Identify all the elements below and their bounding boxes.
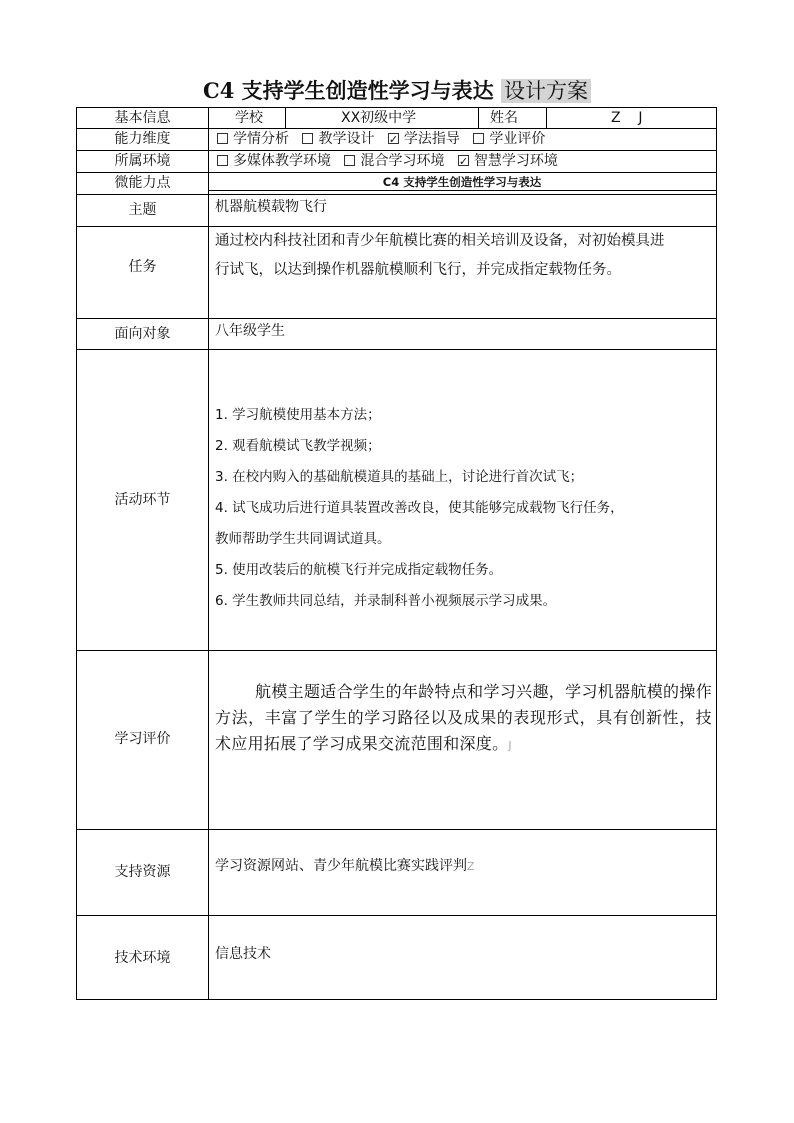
task-label: 任务 [128,259,157,275]
resources-text: 学习资源网站、青少年航模比赛实践评判 [215,858,467,874]
column-divider [285,108,286,128]
basic-info-label: 基本信息 [114,110,171,126]
task-line: 行试飞，以达到操作机器航模顺利飞行，并完成指定载物任务。 [215,262,621,278]
list-item: 3. 在校内购入的基础航模道具的基础上，讨论进行首次试飞； [215,469,584,485]
topic-label: 主题 [128,202,157,218]
ability-options [217,129,554,150]
audience-label: 面向对象 [114,326,171,342]
ability-label: 能力维度 [114,131,171,147]
school-value: XX初级中学 [341,110,417,126]
school-label: 学校 [235,110,263,126]
column-divider [546,108,547,128]
checkbox-icon[interactable] [217,155,228,166]
topic-value: 机器航模载物飞行 [215,199,327,215]
resources-mark: Z [467,860,475,873]
micro-value: C4 支持学生创造性学习与表达 [382,175,542,189]
task-line: 通过校内科技社团和青少年航模比赛的相关培训及设备，对初始模具进 [215,233,665,249]
row-divider [77,915,716,916]
row-divider [77,829,716,830]
list-item: 6. 学生教师共同总结，并录制科普小视频展示学习成果。 [215,593,557,609]
audience-value: 八年级学生 [215,323,285,339]
environment-label: 所属环境 [114,153,171,169]
list-item: 2. 观看航模试飞教学视频； [215,438,381,454]
environment-option[interactable]: 多媒体教学环境 [217,153,331,169]
activities-label: 活动环节 [114,492,171,508]
resources-value [215,856,475,877]
checked-checkbox-icon[interactable] [458,155,469,166]
checkbox-icon[interactable] [302,133,313,144]
list-item: 教师帮助学生共同调试道具。 [215,531,391,547]
list-item: 5. 使用改装后的航模飞行并完成指定载物任务。 [215,562,503,578]
environment-options [217,151,567,172]
evaluation-mark: J [508,739,512,752]
row-divider [77,349,716,350]
design-table [76,107,717,1000]
list-item: 1. 学习航模使用基本方法； [215,407,381,423]
ability-option[interactable]: 学业评价 [473,131,545,147]
column-divider [208,108,209,999]
tech-label: 技术环境 [114,950,171,966]
checked-checkbox-icon[interactable] [388,133,399,144]
checkbox-icon[interactable] [473,133,484,144]
name-label: 姓名 [490,110,518,126]
name-value: Z J [611,110,643,126]
resources-label: 支持资源 [114,864,171,880]
title-main: C4 支持学生创造性学习与表达 [203,78,494,103]
row-divider [77,650,716,651]
column-divider [478,108,479,128]
checkbox-icon[interactable] [217,133,228,144]
task-text [215,227,710,285]
evaluation-text [215,679,712,759]
micro-label: 微能力点 [114,175,171,191]
checkbox-icon[interactable] [344,155,355,166]
environment-option[interactable]: ✓ 智慧学习环境 [458,153,558,169]
environment-option[interactable]: 混合学习环境 [344,153,444,169]
page-title [0,76,794,106]
evaluation-label: 学习评价 [114,731,171,747]
title-highlight: 设计方案 [501,79,591,103]
activities-list [215,400,624,617]
ability-option[interactable]: 学情分析 [217,131,289,147]
list-item: 4. 试飞成功后进行道具装置改善改良，使其能够完成载物飞行任务， [215,500,624,516]
ability-option[interactable]: 教学设计 [302,131,374,147]
evaluation-body: 航模主题适合学生的年龄特点和学习兴趣，学习机器航模的操作方法，丰富了学生的学习路径以及成果的表现形式，具有创新性，技术应用拓展了学习成果交流范围和深度。 [215,682,712,753]
tech-value: 信息技术 [215,946,271,962]
ability-option[interactable]: ✓ 学法指导 [388,131,460,147]
